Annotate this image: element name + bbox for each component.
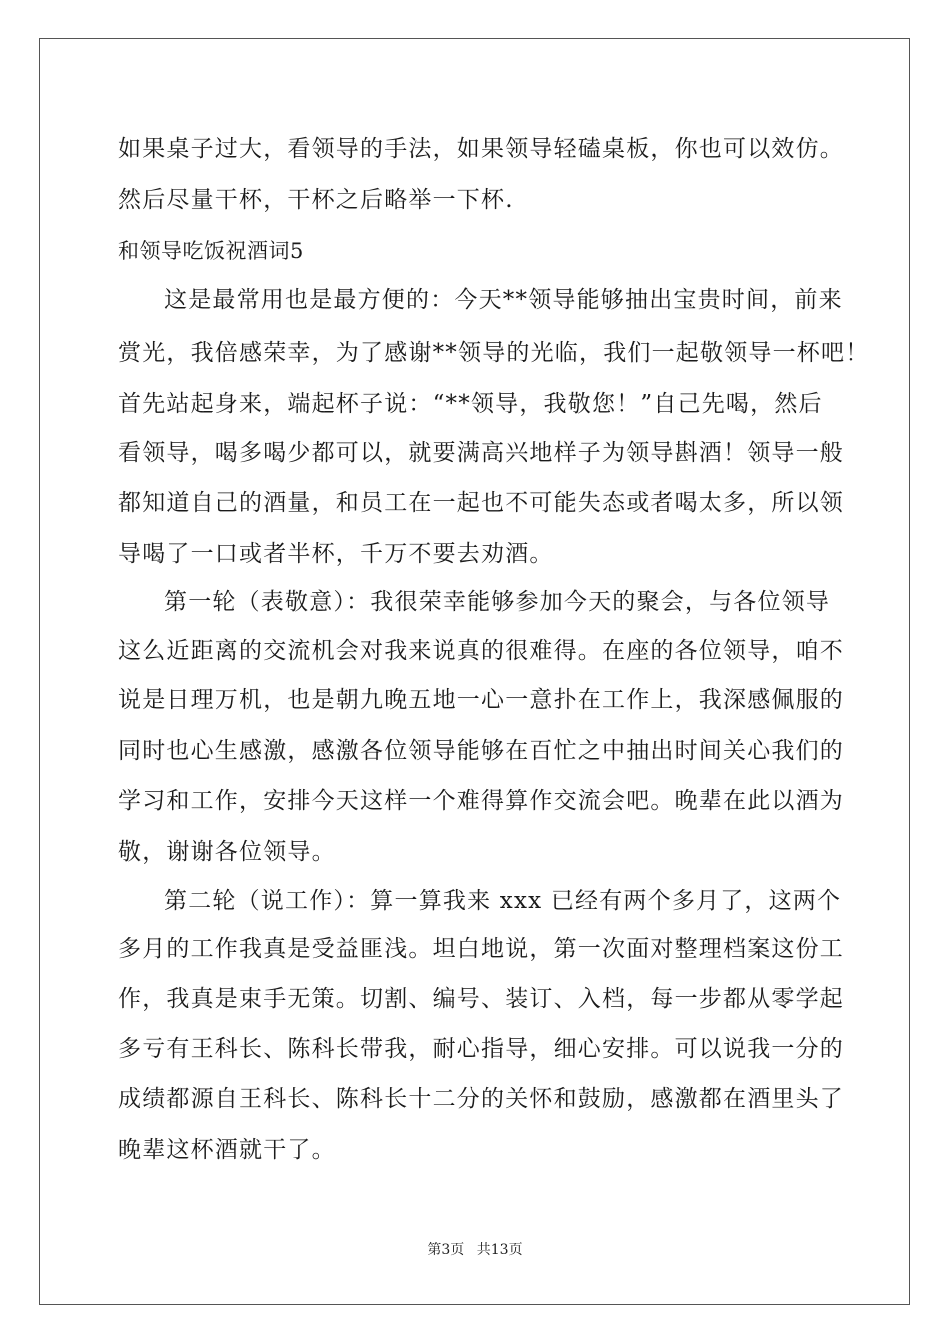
body-line: 第一轮（表敬意）：我很荣幸能够参加今天的聚会，与各位领导 [164,589,831,615]
body-line: 晚辈这杯酒就干了。 [118,1137,336,1163]
body-line: 这是最常用也是最方便的：今天**领导能够抽出宝贵时间，前来 [164,287,843,313]
body-line: 这么近距离的交流机会对我来说真的很难得。在座的各位领导，咱不 [118,638,844,664]
page-footer [0,1240,950,1260]
body-line: 同时也心生感激，感激各位领导能够在百忙之中抽出时间关心我们的 [118,738,844,764]
page-total: 共13页 [476,1242,523,1258]
body-line: 多亏有王科长、陈科长带我，耐心指导，细心安排。可以说我一分的 [118,1036,844,1062]
body-line: 看领导，喝多喝少都可以，就要满高兴地样子为领导斟酒！领导一般 [118,440,844,466]
body-line: 赏光，我倍感荣幸，为了感谢**领导的光临，我们一起敬领导一杯吧！ [118,340,870,366]
body-line: 都知道自己的酒量，和员工在一起也不可能失态或者喝太多，所以领 [118,490,844,516]
body-line: 然后尽量干杯，干杯之后略举一下杯. [118,187,514,213]
page-number: 第3页 [427,1242,465,1258]
body-line: 多月的工作我真是受益匪浅。坦白地说，第一次面对整理档案这份工 [118,936,844,962]
body-line: 学习和工作，安排今天这样一个难得算作交流会吧。晚辈在此以酒为 [118,788,844,814]
body-line: 第二轮（说工作）：算一算我来 xxx 已经有两个多月了，这两个 [164,888,842,914]
body-line: 说是日理万机，也是朝九晚五地一心一意扑在工作上，我深感佩服的 [118,687,844,713]
body-line: 成绩都源自王科长、陈科长十二分的关怀和鼓励，感激都在酒里头了 [118,1086,844,1112]
body-line: 首先站起身来，端起杯子说：“**领导，我敬您！”自己先喝，然后 [118,391,823,417]
body-line: 敬，谢谢各位领导。 [118,839,336,865]
body-line: 导喝了一口或者半杯，千万不要去劝酒。 [118,541,554,567]
section-heading: 和领导吃饭祝酒词5 [118,239,304,263]
body-line: 作，我真是束手无策。切割、编号、装订、入档，每一步都从零学起 [118,986,844,1012]
body-line: 如果桌子过大，看领导的手法，如果领导轻磕桌板，你也可以效仿。 [118,136,844,162]
page-border [39,38,910,1305]
